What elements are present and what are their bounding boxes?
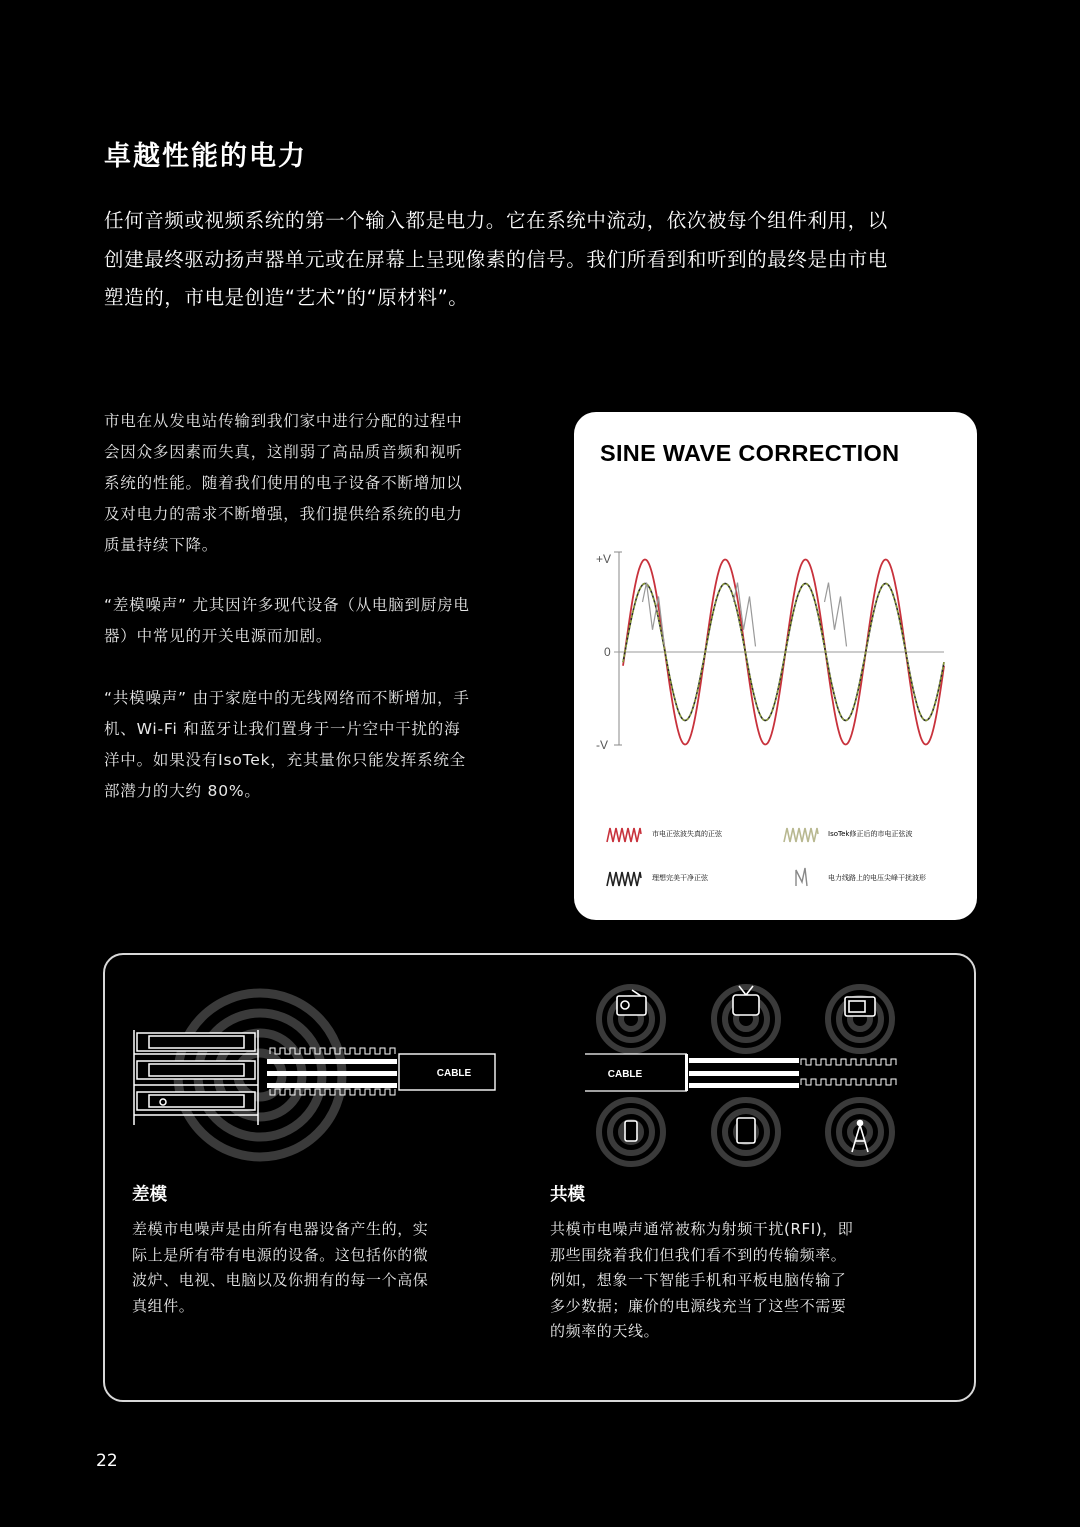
spike-icon [796,868,807,886]
common-cable-lines [689,1058,799,1088]
differential-cable-lines [267,1059,397,1088]
legend-label: 理想完美干净正弦 [652,874,708,882]
text-line: “共模噪声” 由于家庭中的无线网络而不断增加，手 [104,689,470,707]
page-title: 卓越性能的电力 [104,141,307,172]
text-line: 机、Wi-Fi 和蓝牙让我们置身于一片空中干扰的海 [104,720,461,738]
rf-squarewave-bottom [801,1079,896,1085]
cable-label-right: CABLE [607,1069,643,1080]
differential-mode-text [132,1217,492,1319]
text-line: 质量持续下降。 [104,536,219,554]
noise-diagram-box [103,953,976,1402]
text-line: 会因众多因素而失真，这削弱了高品质音频和视听 [104,443,463,461]
text-line: 器）中常见的开关电源而加剧。 [104,627,333,645]
intro-line: 任何音频或视频系统的第一个输入都是电力。它在系统中流动，依次被每个组件利用，以 [104,209,888,232]
cable-end [685,1054,688,1091]
sine-wave-chart-card [574,412,977,920]
chart-plot-area [614,552,944,745]
text-line: 共模市电噪声通常被称为射频干扰(RFI)，即 [550,1220,854,1238]
sine-wave-chart [574,412,977,920]
legend-label: 电力线路上的电压尖峰干扰波形 [828,874,926,882]
noise-squarewave-bottom [270,1089,395,1095]
text-line: 例如，想象一下智能手机和平板电脑传输了 [550,1271,847,1289]
common-mode-title: 共模 [550,1185,585,1205]
intro-paragraph [104,202,934,318]
rf-squarewave-top [801,1059,896,1065]
radio-icon [617,990,646,1015]
chart-legend [607,828,926,886]
text-line: 市电在从发电站传输到我们家中进行分配的过程中 [104,412,463,430]
body-paragraph-3 [104,683,504,807]
page-number: 22 [96,1451,118,1471]
text-line: 际上是所有带有电源的设备。这包括你的微 [132,1245,429,1264]
noise-spike-mark [825,583,847,647]
legend-label: 市电正弦波失真的正弦 [652,830,722,838]
intro-line: 创建最终驱动扬声器单元或在屏幕上呈现像素的信号。我们所看到和听到的最终是由市电 [104,247,888,271]
text-line: 洋中。如果没有IsoTek，充其量你只能发挥系统全 [104,751,466,769]
text-line: 及对电力的需求不断增强，我们提供给系统的电力 [104,505,463,523]
y-tick-label: +V [596,552,612,566]
dark-wave-icon [607,872,641,886]
chart-title: SINE WAVE CORRECTION [600,440,900,466]
cable-label-left: CABLE [436,1068,472,1079]
body-paragraph-1 [104,406,504,561]
y-tick-label: -V [596,738,608,752]
text-line: 波炉、电视、电脑以及你拥有的每一个高保 [132,1271,429,1289]
body-paragraph-2 [104,590,504,652]
hifi-rack-icon [134,1030,258,1125]
intro-line: 塑造的，市电是创造“艺术”的“原材料”。 [104,286,469,309]
smartphone-icon [625,1121,637,1141]
olive-wave-icon [784,828,818,842]
legend-label: IsoTek修正后的市电正弦波 [828,830,913,838]
tablet-icon [737,1118,755,1143]
microwave-icon [845,997,875,1016]
text-line: “差模噪声” 尤其因许多现代设备（从电脑到厨房电 [104,596,470,614]
differential-mode-title: 差模 [132,1185,167,1205]
text-line: 部潜力的大约 80%。 [104,782,261,800]
text-line: 真组件。 [132,1296,195,1315]
red-wave-icon [607,828,641,842]
text-line: 系统的性能。随着我们使用的电子设备不断增加以 [104,474,463,492]
y-tick-label: 0 [604,645,611,659]
common-mode-text [550,1217,930,1345]
text-line: 多少数据；廉价的电源线充当了这些不需要 [550,1296,847,1315]
text-line: 差模市电噪声是由所有电器设备产生的，实 [132,1220,429,1238]
text-line: 的频率的天线。 [550,1322,660,1340]
noise-spike-mark [643,583,665,647]
text-line: 那些围绕着我们但我们看不到的传输频率。 [550,1245,847,1264]
